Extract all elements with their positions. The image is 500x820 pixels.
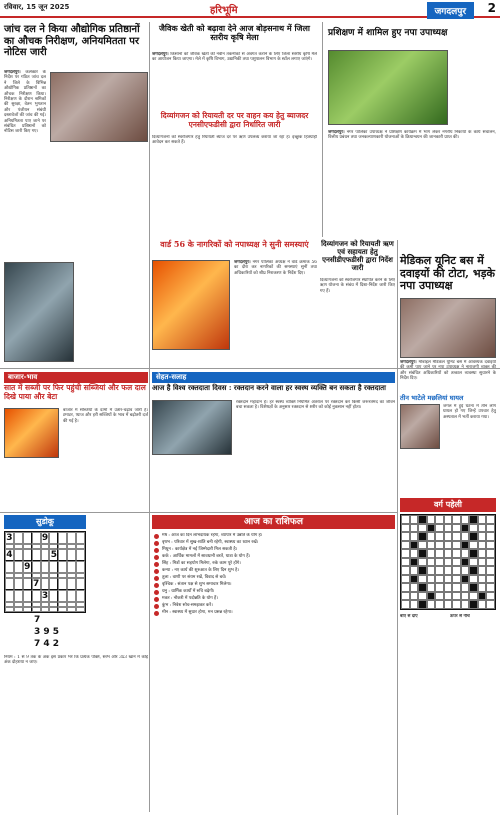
crossword-cell xyxy=(418,515,427,524)
sudoku-cell xyxy=(32,532,41,544)
crossword-cell xyxy=(444,575,453,584)
zodiac-icon xyxy=(154,604,159,609)
crossword-cell xyxy=(461,592,470,601)
crossword-cell xyxy=(478,549,487,558)
crossword-cell xyxy=(469,600,478,609)
sudoku-cell xyxy=(23,607,32,612)
story4-dateline: जगदलपुर। xyxy=(234,260,251,265)
crossword-cell xyxy=(401,575,410,584)
crossword-cell xyxy=(427,541,436,550)
story1-headline: जांच दल ने किया औद्योगिक प्रतिष्ठानों का औचक निरीक्षण, अनियमितता पर नोटिस जारी xyxy=(4,24,140,58)
sudoku-cell xyxy=(67,578,76,590)
crossword-cell xyxy=(410,558,419,567)
story6-photo xyxy=(328,50,448,125)
story9-photo xyxy=(4,408,59,458)
rashifal-item xyxy=(154,575,394,581)
sudoku-bottom xyxy=(4,614,86,650)
sudoku-cell xyxy=(14,590,23,602)
crossword-cell xyxy=(461,583,470,592)
crossword-cell xyxy=(452,524,461,533)
crossword-cell xyxy=(486,575,495,584)
crossword-cell xyxy=(435,524,444,533)
rashifal-item xyxy=(154,603,394,609)
crossword-cell xyxy=(401,600,410,609)
crossword-cell xyxy=(478,541,487,550)
story9-body: बाजार में सब्जियों के दामों में उतार-चढ़ाव जारी है। टमाटर, प्याज और हरी सब्जियों के भाव में बढ़ोतरी दर्ज की गई है। xyxy=(63,408,148,424)
crossword-cell xyxy=(469,558,478,567)
crossword-cell xyxy=(418,549,427,558)
sudoku-cell xyxy=(49,532,58,544)
crossword-cell xyxy=(418,558,427,567)
rashifal-item xyxy=(154,533,394,539)
row-divider xyxy=(0,512,397,513)
rashifal-item xyxy=(154,547,394,553)
crossword-cell xyxy=(444,583,453,592)
crossword-cell xyxy=(486,592,495,601)
rashifal-item xyxy=(154,540,394,546)
story5-headline: दिव्यांगजन को रियायती ऋण एवं सहायता हेतु एनसीडीएफडीसी द्वारा निर्देश जारी xyxy=(321,239,394,273)
crossword-cell xyxy=(478,600,487,609)
crossword-cell xyxy=(452,575,461,584)
crossword-cell xyxy=(435,566,444,575)
sudoku-cell xyxy=(58,578,67,590)
crossword-cell xyxy=(461,575,470,584)
story3-headline: दिव्यांगजन को रियायती दर पर वाहन कय हेतु ब्याजदर एनसीएफडीसी द्वारा निर्धारित जारी xyxy=(160,111,309,129)
crossword-cell xyxy=(418,600,427,609)
story4-headline: वार्ड 56 के नागरिकों को नपाध्यक्ष ने सुनी समस्याएं xyxy=(160,239,309,249)
crossword-cell xyxy=(410,549,419,558)
crossword-cell xyxy=(469,583,478,592)
crossword-cell xyxy=(486,524,495,533)
rashifal-text: मेष : आज का दिन लाभदायक रहेगा, व्यापार में उन्नति के योग हैं। xyxy=(162,533,263,538)
crossword-cell xyxy=(435,575,444,584)
story7-photo xyxy=(400,298,496,358)
crossword-cell xyxy=(486,515,495,524)
crossword-grid xyxy=(400,514,496,610)
crossword-cell xyxy=(410,515,419,524)
crossword-down-clues xyxy=(450,614,496,814)
crossword-cell xyxy=(478,583,487,592)
crossword-cell xyxy=(418,532,427,541)
sudoku-cell xyxy=(14,532,23,544)
crossword-cell xyxy=(478,532,487,541)
sudoku-cell xyxy=(76,561,85,573)
crossword-cell xyxy=(452,541,461,550)
story7-body xyxy=(400,360,496,390)
sudoku-row-b: 3 9 5 xyxy=(34,627,60,637)
sudoku-cell xyxy=(67,532,76,544)
crossword-cell xyxy=(418,592,427,601)
story10-headline: आज है विश्व रक्तदाता दिवस : रक्तदान करने वाला हर स्वस्थ व्यक्ति बन सकता है रक्तदाता xyxy=(152,383,386,392)
crossword-cell xyxy=(478,524,487,533)
crossword-cell xyxy=(418,524,427,533)
rashifal-item xyxy=(154,582,394,588)
issue-date: रविवार, 15 जून 2025 xyxy=(4,3,70,11)
crossword-cell xyxy=(401,566,410,575)
crossword-cell xyxy=(486,549,495,558)
story6-text: नगर पालिका उपाध्यक्ष ने प्रशिक्षण कार्यक्रम में भाग लेकर नगरीय निकायों के कार्य संचालन, वित्तीय प्रबंधन तथा जनकल्याणकारी योजनाओं के क्रियान्वयन की जानकारी प्राप्त की। xyxy=(328,130,496,141)
crossword-across-clues xyxy=(400,614,446,814)
column-divider xyxy=(397,240,398,815)
paper-logo: हरिभूमि xyxy=(210,5,238,16)
crossword-cell xyxy=(452,566,461,575)
story1-body xyxy=(4,70,46,255)
crossword-cell xyxy=(410,600,419,609)
sudoku-cell xyxy=(32,549,41,561)
sudoku-cell xyxy=(67,561,76,573)
crossword-cell xyxy=(452,558,461,567)
story6-headline: प्रशिक्षण में शामिल हुए नपा उपाध्यक्ष xyxy=(328,28,448,38)
crossword-cell xyxy=(469,524,478,533)
sudoku-title: सुडोकू xyxy=(4,515,86,529)
sudoku-cell xyxy=(58,607,67,612)
sudoku-cell xyxy=(49,578,58,590)
sudoku-cell xyxy=(32,561,41,573)
sudoku-cell xyxy=(41,607,50,612)
crossword-cell xyxy=(401,549,410,558)
crossword-cell xyxy=(410,524,419,533)
crossword-cell xyxy=(410,583,419,592)
crossword-cell xyxy=(435,592,444,601)
sudoku-cell xyxy=(41,578,50,590)
crossword-cell xyxy=(435,549,444,558)
sudoku-cell xyxy=(14,549,23,561)
across-title: बाएं से दाएं xyxy=(400,614,418,619)
rashifal-text: कुंभ : निवेश सोच-समझकर करें। xyxy=(162,603,213,608)
story8-body: जंगल में हुई घटना में तीन लोग घायल हो गए जिन्हें उपचार हेतु अस्पताल में भर्ती कराया गया। xyxy=(443,404,496,420)
sudoku-cell xyxy=(67,549,76,561)
rashifal-text: कर्क : आर्थिक मामलों में सावधानी बरतें, यात्रा के योग हैं। xyxy=(162,554,251,559)
crossword-cell xyxy=(427,515,436,524)
zodiac-icon xyxy=(154,555,159,560)
crossword-cell xyxy=(435,600,444,609)
sudoku-cell xyxy=(5,578,14,590)
crossword-cell xyxy=(461,558,470,567)
rashifal-text: वृषभ : परिवार में सुख-शांति बनी रहेगी, स्वास्थ्य का ध्यान रखें। xyxy=(162,540,259,545)
crossword-cell xyxy=(401,532,410,541)
sudoku-cell xyxy=(5,607,14,612)
sudoku-cell xyxy=(14,578,23,590)
sudoku-grid xyxy=(4,531,86,613)
crossword-cell xyxy=(478,558,487,567)
crossword-cell xyxy=(418,566,427,575)
rashifal-item xyxy=(154,589,394,595)
down-title: ऊपर से नीचे xyxy=(450,614,470,619)
crossword-cell xyxy=(469,549,478,558)
crossword-cell xyxy=(444,524,453,533)
sudoku-cell xyxy=(49,607,58,612)
crossword-cell xyxy=(486,558,495,567)
story5-body: दिव्यांगजनों को स्वरोजगार स्थापित करने के लिए ऋण योजना के संबंध में दिशा-निर्देश जारी किए गए हैं। xyxy=(320,278,395,294)
crossword-cell xyxy=(461,524,470,533)
crossword-cell xyxy=(444,592,453,601)
sudoku-cell: 3 xyxy=(6,533,13,543)
rashifal-text: मिथुन : कार्यक्षेत्र में नई जिम्मेदारी मिल सकती है। xyxy=(162,547,238,552)
sudoku-cell xyxy=(14,561,23,573)
story1-body-col2 xyxy=(50,146,95,256)
crossword-cell xyxy=(486,541,495,550)
sudoku-cell xyxy=(5,590,14,602)
crossword-cell xyxy=(444,566,453,575)
story4-body xyxy=(234,260,317,360)
crossword-cell xyxy=(478,592,487,601)
story2-dateline: जगदलपुर। xyxy=(152,52,169,57)
crossword-cell xyxy=(486,600,495,609)
story2-body xyxy=(152,52,317,110)
sudoku-cell xyxy=(76,532,85,544)
sudoku-row-a: 7 xyxy=(34,615,41,625)
sudoku-cell: 3 xyxy=(41,591,49,601)
left-middle-text xyxy=(78,262,148,362)
health-section-label: सेहत-सलाह xyxy=(152,372,395,383)
story10-body: रक्तदान महादान है। हर स्वस्थ व्यक्ति नियमित अंतराल पर रक्तदान कर किसी जरूरतमंद का जीवन बचा सकता है। विशेषज्ञों के अनुसार रक्तदान से शरीर को कोई नुकसान नहीं होता। xyxy=(236,400,395,411)
crossword-cell xyxy=(452,583,461,592)
rashifal-text: सिंह : मित्रों का सहयोग मिलेगा, रुके काम पूरे होंगे। xyxy=(162,561,241,566)
crossword-cell xyxy=(486,532,495,541)
masthead xyxy=(0,0,500,18)
crossword-cell xyxy=(418,575,427,584)
story2-headline: जैविक खेती को बढ़ावा देने आज बोड़सनाथ में जिला स्तरीय कृषि मेला xyxy=(159,23,310,43)
crossword-cell xyxy=(469,592,478,601)
rashifal-list xyxy=(154,533,394,813)
crossword-cell xyxy=(452,532,461,541)
crossword-cell xyxy=(401,524,410,533)
sudoku-cell: 7 xyxy=(32,579,40,589)
sudoku-cell xyxy=(76,549,85,561)
zodiac-icon xyxy=(154,569,159,574)
story7-dateline: जगदलपुर। xyxy=(400,360,417,365)
crossword-cell xyxy=(427,600,436,609)
crossword-cell xyxy=(410,541,419,550)
crossword-cell xyxy=(401,558,410,567)
sudoku-cell xyxy=(49,590,58,602)
story1-text: कलेक्टर के निर्देश पर गठित जांच दल ने जिले के विभिन्न औद्योगिक प्रतिष्ठानों का औचक निरीक्षण किया। निरीक्षण के दौरान श्रमिकों की सुरक्षा, वेतन भुगतान और पंजीयन संबंधी दस्तावेजों की जांच की गई। अनियमितता पाए जाने पर संबंधित प्रतिष्ठानों को नोटिस जारी किए गए। xyxy=(4,70,46,135)
sudoku-cell xyxy=(32,590,41,602)
row-divider xyxy=(0,368,500,369)
crossword-cell xyxy=(461,515,470,524)
rashifal-text: धनु : धार्मिक कार्यों में रुचि बढ़ेगी। xyxy=(162,589,215,594)
rashifal-title: आज का राशिफल xyxy=(152,515,395,529)
crossword-cell xyxy=(486,583,495,592)
rashifal-text: मीन : स्वास्थ्य में सुधार होगा, मन प्रसन्न रहेगा। xyxy=(162,610,233,615)
sudoku-cell xyxy=(23,549,32,561)
rashifal-item xyxy=(154,561,394,567)
story6-caption xyxy=(452,50,496,125)
crossword-cell xyxy=(469,532,478,541)
crossword-cell xyxy=(410,575,419,584)
crossword-cell xyxy=(418,583,427,592)
sudoku-cell xyxy=(41,549,50,561)
zodiac-icon xyxy=(154,576,159,581)
sudoku-cell: 4 xyxy=(6,550,13,560)
crossword-cell xyxy=(444,549,453,558)
crossword-title: वर्ग पहेली xyxy=(400,498,496,512)
crossword-cell xyxy=(427,558,436,567)
rashifal-text: कन्या : नए कार्य की शुरुआत के लिए दिन शुभ है। xyxy=(162,568,240,573)
crossword-cell xyxy=(461,541,470,550)
crossword-cell xyxy=(469,575,478,584)
story1-photo xyxy=(50,72,148,142)
crossword-cell xyxy=(452,592,461,601)
sudoku-cell xyxy=(67,590,76,602)
crossword-cell xyxy=(401,541,410,550)
rashifal-text: वृश्चिक : संतान पक्ष से शुभ समाचार मिलेगा। xyxy=(162,582,232,587)
sudoku-cell xyxy=(76,578,85,590)
sudoku-cell: 9 xyxy=(41,533,49,543)
page-number: 2 xyxy=(487,1,496,15)
crossword-cell xyxy=(461,532,470,541)
story9-headline: सात में सब्जी पर फिर पहुंची सब्जियां और फल दाल दिखे पाया और बेटा xyxy=(4,383,146,401)
zodiac-icon xyxy=(154,590,159,595)
crossword-cell xyxy=(427,583,436,592)
crossword-cell xyxy=(427,592,436,601)
sudoku-cell: 5 xyxy=(50,550,58,560)
zodiac-icon xyxy=(154,548,159,553)
sudoku-cell xyxy=(58,561,67,573)
crossword-cell xyxy=(435,583,444,592)
story4-photo xyxy=(152,260,230,350)
sudoku-cell xyxy=(23,590,32,602)
story8-headline: तीन भाटेले मछलियां घायल xyxy=(400,394,464,402)
crossword-cell xyxy=(435,515,444,524)
zodiac-icon xyxy=(154,583,159,588)
story3-body: दिव्यांगजनों को स्वरोजगार हेतु रियायती ब्याज दर पर ऋण उपलब्ध कराया जा रहा है। इच्छुक हितग्राही आवेदन कर सकते हैं। xyxy=(152,135,317,146)
rashifal-text: तुला : वाणी पर संयम रखें, विवाद से बचें। xyxy=(162,575,227,580)
crossword-cell xyxy=(478,515,487,524)
story2-text: किसानों को जैविक खेती की नवीन तकनीकों से अवगत कराने के लिए जिला स्तरीय कृषि मेले का आयोजन किया जाएगा। मेले में कृषि विभाग, उद्यानिकी तथा पशुपालन विभाग के स्टॉल लगाए जाएंगे। xyxy=(152,52,317,63)
crossword-cell xyxy=(469,541,478,550)
sudoku-cell: 9 xyxy=(24,562,31,572)
sudoku-cell xyxy=(41,561,50,573)
zodiac-icon xyxy=(154,597,159,602)
story4-text: नगर पालिका अध्यक्ष ने वार्ड क्रमांक 56 का दौरा कर नागरिकों की समस्याएं सुनीं तथा अधिकारियों को शीघ्र निराकरण के निर्देश दिए। xyxy=(234,260,317,276)
sudoku-cell xyxy=(23,532,32,544)
crossword-cell xyxy=(478,575,487,584)
sudoku-cell xyxy=(58,532,67,544)
sudoku-cell xyxy=(76,607,85,612)
sudoku-cell xyxy=(58,590,67,602)
crossword-cell xyxy=(461,600,470,609)
zodiac-icon xyxy=(154,562,159,567)
rashifal-item xyxy=(154,568,394,574)
crossword-cell xyxy=(427,566,436,575)
crossword-cell xyxy=(478,566,487,575)
crossword-cell xyxy=(427,549,436,558)
sudoku-cell xyxy=(76,590,85,602)
crossword-cell xyxy=(444,541,453,550)
story7-headline: मेडिकल यूनिट बस में दवाइयों की टोटा, भड़के नपा उपाध्यक्ष xyxy=(400,254,495,293)
crossword-cell xyxy=(435,558,444,567)
column-divider xyxy=(149,22,150,812)
story6-body xyxy=(328,130,496,250)
sudoku-instructions: नियम : 1 से 9 तक के अंक इस प्रकार भरें कि प्रत्येक पंक्ति, स्तंभ और 3x3 खाने में कोई अंक दोहराया न जाए। xyxy=(4,655,148,666)
zodiac-icon xyxy=(154,541,159,546)
crossword-cell xyxy=(452,549,461,558)
sudoku-cell xyxy=(14,607,23,612)
crossword-cell xyxy=(444,532,453,541)
sudoku-cell xyxy=(32,607,41,612)
story6-dateline: जगदलपुर। xyxy=(328,130,345,135)
crossword-cell xyxy=(444,600,453,609)
crossword-cell xyxy=(452,515,461,524)
crossword-cell xyxy=(461,566,470,575)
crossword-cell xyxy=(401,583,410,592)
crossword-cell xyxy=(410,532,419,541)
crossword-cell xyxy=(444,515,453,524)
crossword-cell xyxy=(435,532,444,541)
crossword-cell xyxy=(410,592,419,601)
story1-body-col3 xyxy=(100,146,148,256)
left-middle-photo xyxy=(4,262,74,362)
sudoku-cell xyxy=(67,607,76,612)
crossword-cell xyxy=(461,549,470,558)
crossword-cell xyxy=(427,532,436,541)
story10-photo xyxy=(152,400,232,455)
crossword-cell xyxy=(418,541,427,550)
story8-photo xyxy=(400,404,440,449)
crossword-cell xyxy=(427,575,436,584)
zodiac-icon xyxy=(154,611,159,616)
sudoku-cell xyxy=(58,549,67,561)
story7-text: मोबाइल मेडिकल यूनिट बस में आवश्यक दवाइयों और संबंधित अधिकारियों को तत्काल व्यवस्था सुधारने के निर्देश दिए। xyxy=(400,360,496,382)
crossword-cell xyxy=(469,515,478,524)
rashifal-item xyxy=(154,610,394,616)
sudoku-row-c: 7 4 2 xyxy=(34,639,60,649)
crossword-cell xyxy=(452,600,461,609)
city-edition: जगदलपुर xyxy=(427,2,474,19)
column-divider xyxy=(322,22,323,237)
rashifal-item xyxy=(154,554,394,560)
crossword-cell xyxy=(427,524,436,533)
sudoku-cell xyxy=(49,561,58,573)
rashifal-text: मकर : नौकरी में पदोन्नति के योग हैं। xyxy=(162,596,218,601)
story1-dateline: जगदलपुर। xyxy=(4,70,21,75)
zodiac-icon xyxy=(154,534,159,539)
sudoku-cell xyxy=(23,578,32,590)
crossword-cell xyxy=(444,558,453,567)
crossword-cell xyxy=(469,566,478,575)
sudoku-cell xyxy=(5,561,14,573)
crossword-cell xyxy=(435,541,444,550)
rashifal-item xyxy=(154,596,394,602)
bazar-section-label: बाजार-भाव xyxy=(4,372,148,383)
crossword-cell xyxy=(401,592,410,601)
crossword-cell xyxy=(486,566,495,575)
crossword-cell xyxy=(410,566,419,575)
crossword-cell xyxy=(401,515,410,524)
